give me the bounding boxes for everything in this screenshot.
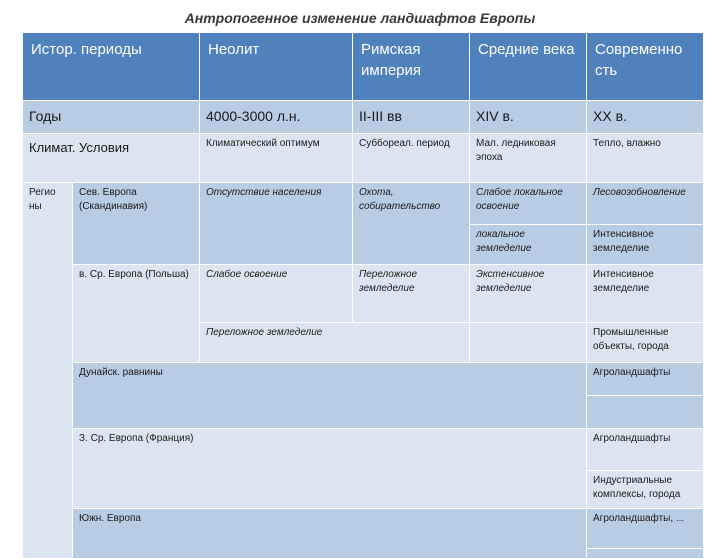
region-central: в. Ср. Европа (Польша) <box>73 265 200 363</box>
years-neolit: 4000-3000 л.н. <box>200 101 353 134</box>
years-roman: II-III вв <box>353 101 470 134</box>
years-label: Годы <box>23 101 200 134</box>
central-middle: Экстенсивное земледелие <box>470 265 587 323</box>
central-neolit: Слабое освоение <box>200 265 353 323</box>
south-modern-2 <box>587 549 704 559</box>
central-middle-2 <box>470 323 587 363</box>
south-modern-1: Агроландшафты, ... <box>587 509 704 549</box>
north-modern-2: Интенсивное земледелие <box>587 225 704 265</box>
climate-row <box>23 134 704 183</box>
central-modern: Интенсивное земледелие <box>587 265 704 323</box>
danube-modern-1: Агроландшафты <box>587 363 704 396</box>
table-row <box>23 429 704 471</box>
region-south: Южн. Европа <box>73 509 587 559</box>
north-modern-1: Лесовозобновление <box>587 183 704 225</box>
header-periods: Истор. периоды <box>23 33 200 101</box>
regions-label: Регио ны <box>23 183 73 559</box>
climate-roman: Суббореал. период <box>353 134 470 183</box>
central-modern-2: Промышленные объекты, города <box>587 323 704 363</box>
north-neolit: Отсутствие населения <box>200 183 353 265</box>
climate-neolit: Климатический оптимум <box>200 134 353 183</box>
landscape-table <box>22 32 704 559</box>
header-neolit: Неолит <box>200 33 353 101</box>
north-middle-2: локальное земледелие <box>470 225 587 265</box>
climate-middle: Мал. ледниковая эпоха <box>470 134 587 183</box>
climate-modern: Тепло, влажно <box>587 134 704 183</box>
danube-modern-2 <box>587 396 704 429</box>
central-neolit-roman-2: Переложное земледелие <box>200 323 470 363</box>
header-roman-empire: Римская империя <box>353 33 470 101</box>
north-roman: Охота, собирательство <box>353 183 470 265</box>
header-modern: Современно сть <box>587 33 704 101</box>
page-title: Антропогенное изменение ландшафтов Европы <box>184 10 536 26</box>
years-modern: XX в. <box>587 101 704 134</box>
years-row <box>23 101 704 134</box>
central-roman: Переложное земледелие <box>353 265 470 323</box>
region-danube: Дунайск. равнины <box>73 363 587 429</box>
years-middle: XIV в. <box>470 101 587 134</box>
table-row <box>23 363 704 396</box>
north-middle-1: Слабое локальное освоение <box>470 183 587 225</box>
header-middle-ages: Средние века <box>470 33 587 101</box>
table-row <box>23 509 704 549</box>
west-modern-1: Агроландшафты <box>587 429 704 471</box>
header-row <box>23 33 704 101</box>
region-north: Сев. Европа (Скандинавия) <box>73 183 200 265</box>
region-west: З. Ср. Европа (Франция) <box>73 429 587 509</box>
climate-label: Климат. Условия <box>23 134 200 183</box>
table-row <box>23 265 704 323</box>
table-row <box>23 183 704 225</box>
west-modern-2: Индустриальные комплексы, города <box>587 471 704 509</box>
